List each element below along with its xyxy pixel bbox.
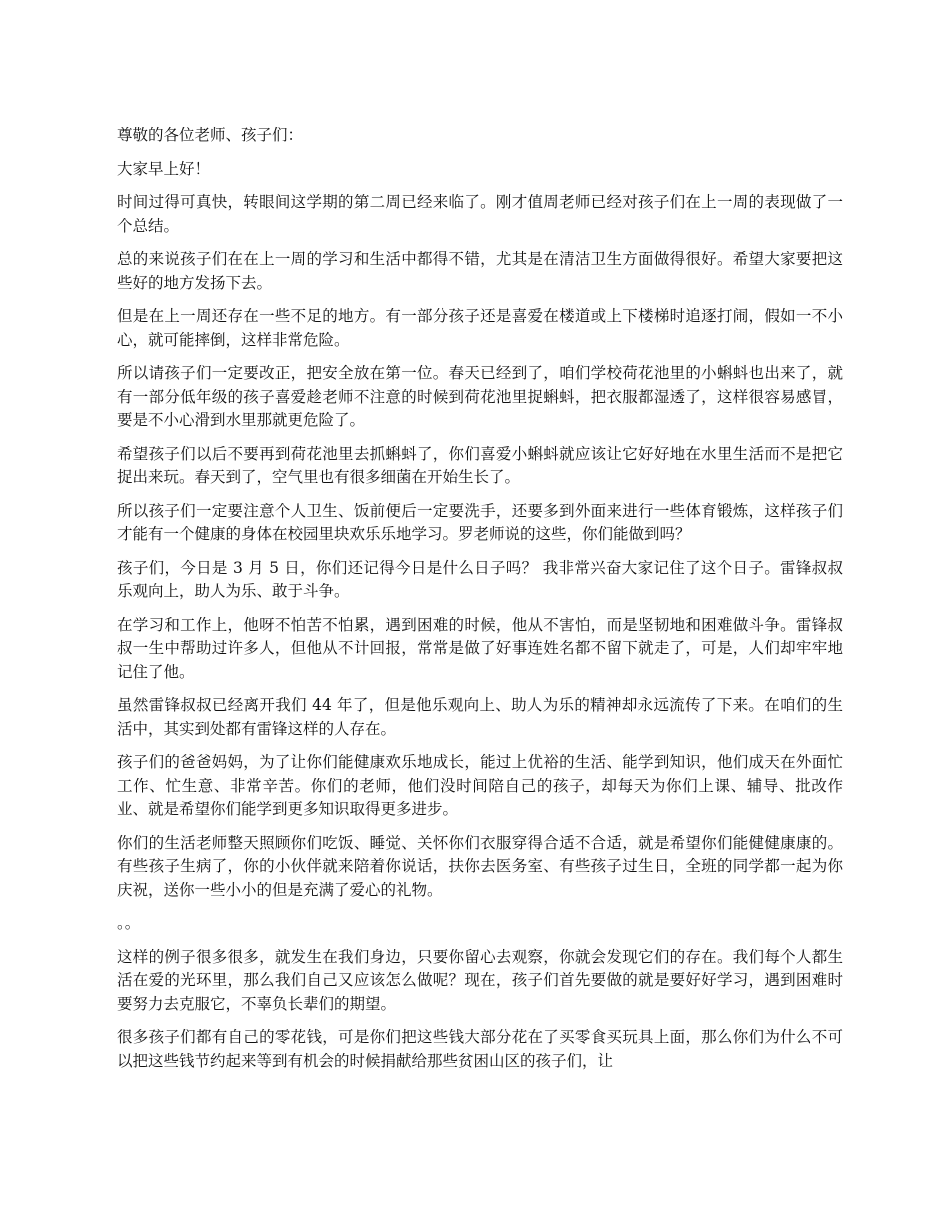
body-paragraph: 总的来说孩子们在在上一周的学习和生活中都得不错，尤其是在清洁卫生方面做得很好。希望大家要把这些好的地方发扬下去。	[117, 250, 843, 292]
document-body	[117, 124, 843, 1083]
body-paragraph: 在学习和工作上，他呀不怕苦不怕累，遇到困难的时候，他从不害怕，而是坚韧地和困难做斗争。雷锋叔叔一生中帮助过许多人，但他从不计回报，常常是做了好事连姓名都不留下就走了，可是，人们却牢牢地记住了他。	[117, 615, 843, 681]
body-paragraph: 希望孩子们以后不要再到荷花池里去抓蝌蚪了，你们喜爱小蝌蚪就应该让它好好地在水里生活而不是把它捉出来玩。春天到了，空气里也有很多细菌在开始生长了。	[117, 444, 843, 486]
salutation: 尊敬的各位老师、孩子们：	[117, 126, 304, 144]
body-paragraph: 孩子们的爸爸妈妈，为了让你们能健康欢乐地成长，能过上优裕的生活、能学到知识，他们成天在外面忙工作、忙生意、非常辛苦。你们的老师，他们没时间陪自己的孩子，却每天为你们上课、辅导、批改作业、就是希望你们能学到更多知识取得更多进步。	[117, 753, 843, 818]
ellipsis-line: 。。	[117, 914, 141, 932]
body-paragraph: 这样的例子很多很多，就发生在我们身边，只要你留心去观察，你就会发现它们的存在。我们每个人都生活在爱的光环里，那么我们自己又应该怎么做呢？现在，孩子们首先要做的就是要好好学习，遇到困难时要努力去克服它，不辜负长辈们的期望。	[117, 947, 843, 1013]
body-paragraph: 虽然雷锋叔叔已经离开我们 44 年了，但是他乐观向上、助人为乐的精神却永远流传了下来。在咱们的生活中，其实到处都有雷锋这样的人存在。	[117, 696, 843, 738]
body-paragraph: 很多孩子们都有自己的零花钱，可是你们把这些钱大部分花在了买零食买玩具上面，那么你们为什么不可以把这些钱节约起来等到有机会的时候捐献给那些贫困山区的孩子们，让	[117, 1028, 843, 1070]
body-paragraph: 你们的生活老师整天照顾你们吃饭、睡觉、关怀你们衣服穿得合适不合适，就是希望你们能健健康康的。有些孩子生病了，你的小伙伴就来陪着你说话，扶你去医务室、有些孩子过生日，全班的同学都一起为你庆祝，送你一些小小的但是充满了爱心的礼物。	[117, 833, 843, 899]
greeting: 大家早上好！	[117, 159, 211, 178]
body-paragraph: 所以请孩子们一定要改正，把安全放在第一位。春天已经到了，咱们学校荷花池里的小蝌蚪也出来了，就有一部分低年级的孩子喜爱趁老师不注意的时候到荷花池里捉蝌蚪，把衣服都湿透了，这样很容易感冒，要是不小心滑到水里那就更危险了。	[117, 364, 843, 429]
body-paragraph: 时间过得可真快，转眼间这学期的第二周已经来临了。刚才值周老师已经对孩子们在上一周的表现做了一个总结。	[117, 193, 843, 235]
body-paragraph: 但是在上一周还存在一些不足的地方。有一部分孩子还是喜爱在楼道或上下楼梯时追逐打闹，假如一不小心，就可能摔倒，这样非常危险。	[117, 307, 843, 349]
body-paragraph: 孩子们，今日是 3 月 5 日，你们还记得今日是什么日子吗？ 我非常兴奋大家记住了这个日子。雷锋叔叔乐观向上，助人为乐、敢于斗争。	[117, 558, 843, 600]
body-paragraph: 所以孩子们一定要注意个人卫生、饭前便后一定要洗手，还要多到外面来进行一些体育锻炼，这样孩子们才能有一个健康的身体在校园里块欢乐乐地学习。罗老师说的这些，你们能做到吗？	[117, 501, 843, 543]
